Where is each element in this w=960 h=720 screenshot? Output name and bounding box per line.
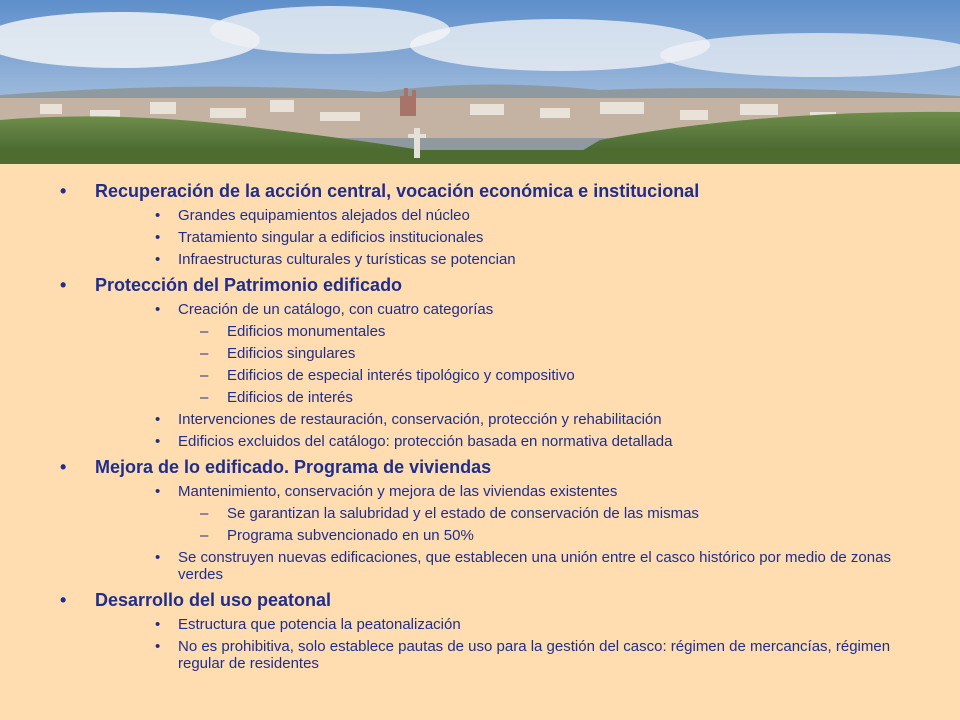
section-title [0,274,960,296]
sub-list-item [0,323,960,340]
list-item [0,411,960,428]
dash-icon: – [200,389,209,406]
dash-icon: – [200,323,209,340]
section-title-text: Desarrollo del uso peatonal [95,590,332,610]
bullet-icon: • [60,457,67,477]
list-item [0,207,960,224]
sub-list-item [0,527,960,544]
bullet-icon: • [155,549,161,566]
dash-icon: – [200,367,209,384]
list-item [0,549,960,583]
bullet-icon: • [155,207,161,224]
outline-section [0,180,960,268]
list-item [0,483,960,500]
bullet-icon: • [155,483,161,500]
section-title [0,456,960,478]
bullet-icon: • [155,301,161,318]
sub-list-item-text: Edificios singulares [227,345,356,362]
sub-list-item [0,345,960,362]
dash-icon: – [200,505,209,522]
sub-list-item-text: Edificios de especial interés tipológico y compositivo [227,367,575,384]
sub-list-item-text: Programa subvencionado en un 50% [227,527,474,544]
list-item-text: Tratamiento singular a edificios institucionales [178,229,484,246]
list-item [0,251,960,268]
sub-list-item [0,505,960,522]
list-item-text: Infraestructuras culturales y turísticas se potencian [178,251,516,268]
list-item-text: Edificios excluidos del catálogo: protección basada en normativa detallada [178,433,673,450]
outline-section [0,268,960,450]
outline-section [0,583,960,672]
sub-list-item [0,367,960,384]
sub-list-item [0,389,960,406]
section-title [0,180,960,202]
section-title [0,589,960,611]
dash-icon: – [200,527,209,544]
section-title-text: Recuperación de la acción central, vocación económica e institucional [95,181,700,201]
section-title-text: Protección del Patrimonio edificado [95,275,403,295]
list-item-text: Creación de un catálogo, con cuatro categorías [178,301,494,318]
list-item [0,616,960,633]
list-item-text: Estructura que potencia la peatonalización [178,616,461,633]
bullet-icon: • [155,638,161,655]
sub-list-item-text: Edificios monumentales [227,323,386,340]
list-item [0,433,960,450]
bullet-icon: • [155,411,161,428]
city-panorama-image [0,0,960,164]
bullet-icon: • [155,251,161,268]
dash-icon: – [200,345,209,362]
bullet-icon: • [155,616,161,633]
bullet-icon: • [60,590,67,610]
list-item [0,301,960,318]
sub-list-item-text: Edificios de interés [227,389,353,406]
outline-section [0,450,960,583]
list-item [0,229,960,246]
list-item-text: Mantenimiento, conservación y mejora de las viviendas existentes [178,483,618,500]
bullet-icon: • [60,275,67,295]
sub-list-item-text: Se garantizan la salubridad y el estado de conservación de las mismas [227,505,699,522]
bullet-icon: • [155,433,161,450]
outline-list [0,178,960,672]
bullet-icon: • [155,229,161,246]
list-item [0,638,960,672]
list-item-text: No es prohibitiva, solo establece pautas de uso para la gestión del casco: régimen de mercancías, régimen regular de residentes [178,638,891,672]
list-item-text: Intervenciones de restauración, conservación, protección y rehabilitación [178,411,662,428]
list-item-text: Grandes equipamientos alejados del núcleo [178,207,470,224]
bullet-icon: • [60,181,67,201]
list-item-text: Se construyen nuevas edificaciones, que establecen una unión entre el casco histórico por medio de zonas verdes [178,549,891,583]
section-title-text: Mejora de lo edificado. Programa de viviendas [95,457,492,477]
